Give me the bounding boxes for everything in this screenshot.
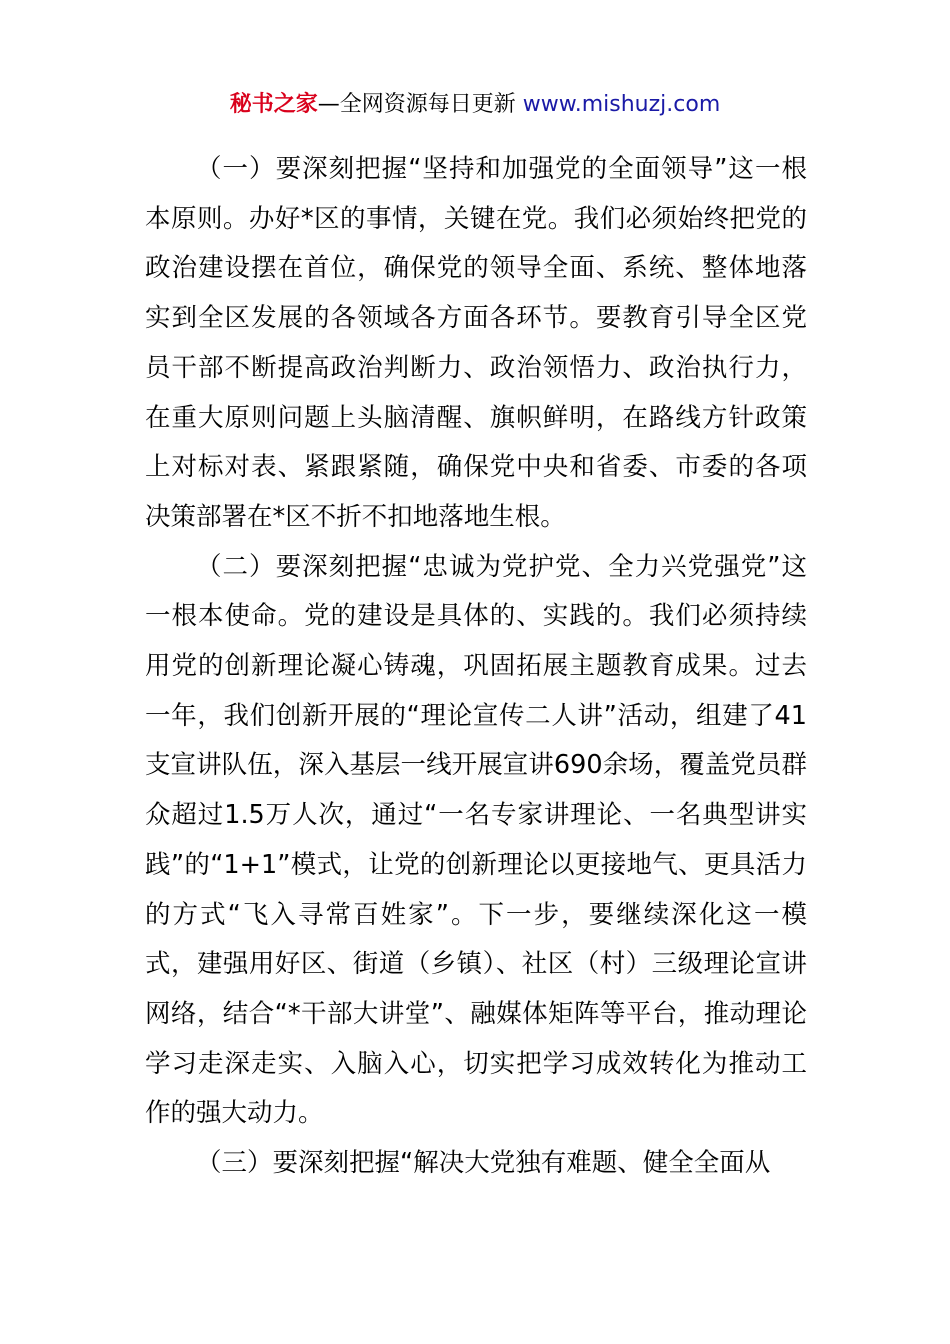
paragraph-2: （二）要深刻把握“忠诚为党护党、全力兴党强党”这一根本使命。党的建设是具体的、实践的。我们必须持续用党的创新理论凝心铸魂，巩固拓展主题教育成果。过去一年，我们创新开展的“理论宣传二人讲”活动，组建了41支宣讲队伍，深入基层一线开展宣讲690余场，覆盖党员群众超过1.5万人次，通过“一名专家讲理论、一名典型讲实践”的“1+1”模式，让党的创新理论以更接地气、更具活力的方式“飞入寻常百姓家”。下一步，要继续深化这一模式，建强用好区、街道（乡镇）、社区（村）三级理论宣讲网络，结合“*干部大讲堂”、融媒体矩阵等平台，推动理论学习走深走实、入脑入心，切实把学习成效转化为推动工作的强大动力。 [145,551,807,1129]
site-url-link[interactable]: www.mishuzj.com [522,92,721,117]
document-body [145,145,807,1189]
paragraph-1: （一）要深刻把握“坚持和加强党的全面领导”这一根本原则。办好*区的事情，关键在党。我们必须始终把党的政治建设摆在首位，确保党的领导全面、系统、整体地落实到全区发展的各领域各方面各环节。要教育引导全区党员干部不断提高政治判断力、政治领悟力、政治执行力，在重大原则问题上头脑清醒、旗帜鲜明，在路线方针政策上对标对表、紧跟紧随，确保党中央和省委、市委的各项决策部署在*区不折不扣地落地生根。 [145,154,807,532]
site-header [0,88,950,122]
site-tagline: —全网资源每日更新 [317,92,523,117]
site-brand: 秘书之家 [229,92,318,117]
paragraph-3: （三）要深刻把握“解决大党独有难题、健全全面从 [196,1148,771,1179]
